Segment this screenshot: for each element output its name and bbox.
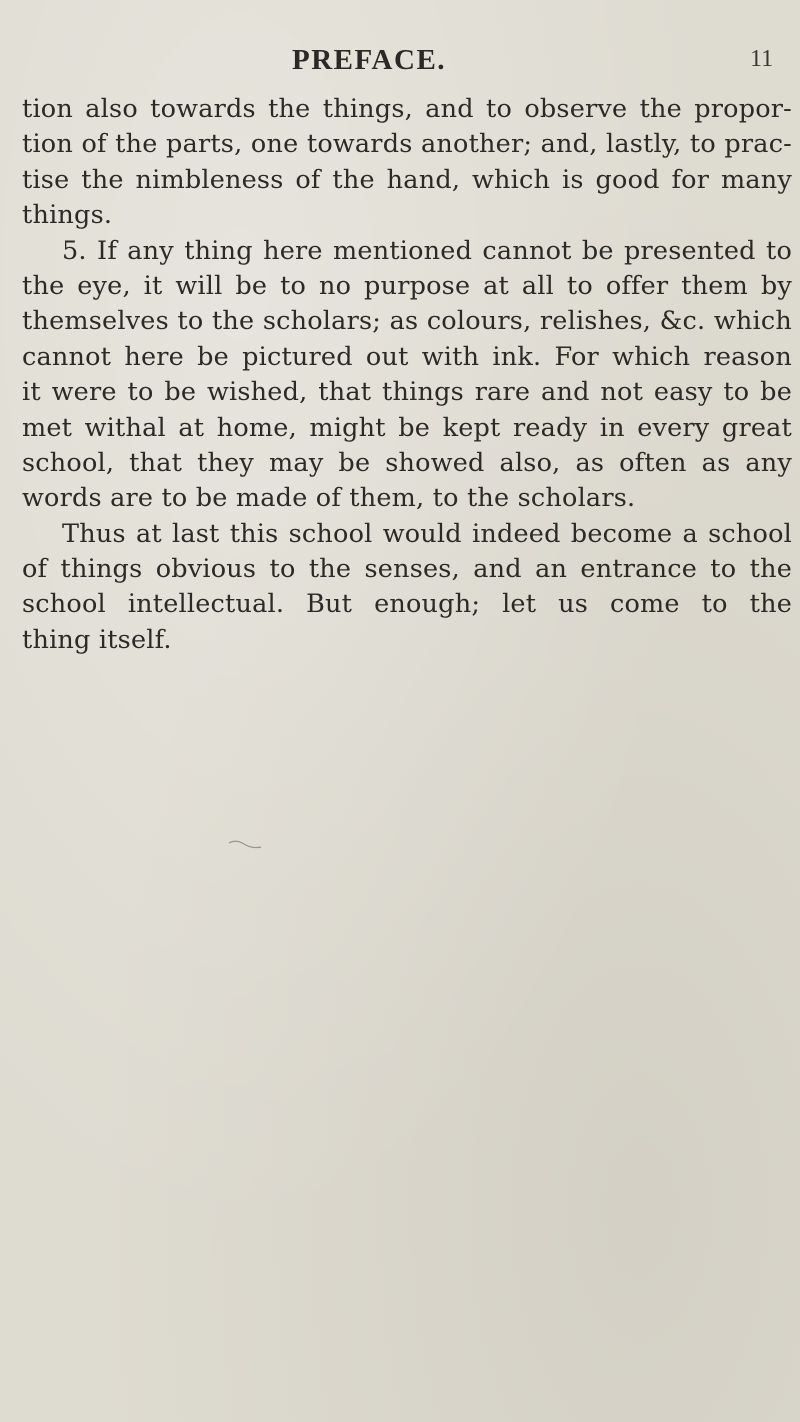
running-title: PREFACE.	[292, 44, 447, 76]
text-line: tion also towards the things, and to observe the propor-	[22, 94, 792, 124]
text-line: met withal at home, might be kept ready in every great	[22, 412, 792, 443]
text-line: cannot here be pictured out with ink. For which reason	[22, 341, 792, 372]
text-line: tise the nimbleness of the hand, which is good for many	[22, 164, 792, 195]
text-line: tion of the parts, one towards another; and, lastly, to prac-	[22, 129, 792, 160]
text-line: things.	[22, 200, 113, 231]
text-line: school, that they may be showed also, as often as any	[22, 447, 792, 478]
ink-smudge-mark	[228, 836, 262, 850]
text-line: the eye, it will be to no purpose at all to offer them by	[22, 270, 792, 301]
text-line: it were to be wished, that things rare and not easy to be	[22, 377, 792, 408]
paragraph-5-start: 5. If any thing here mentioned cannot be presented to	[62, 235, 792, 266]
body-text	[22, 92, 792, 658]
text-line: words are to be made of them, to the scholars.	[22, 483, 636, 514]
text-line: themselves to the scholars; as colours, relishes, &c. which	[22, 306, 792, 337]
text-line: school intellectual. But enough; let us come to the	[22, 589, 792, 620]
page-number: 11	[750, 46, 774, 72]
paragraph-thus-start: Thus at last this school would indeed become a school	[62, 518, 792, 549]
text-line: thing itself.	[22, 624, 172, 655]
running-head	[0, 44, 800, 84]
text-line: of things obvious to the senses, and an entrance to the	[22, 554, 792, 585]
